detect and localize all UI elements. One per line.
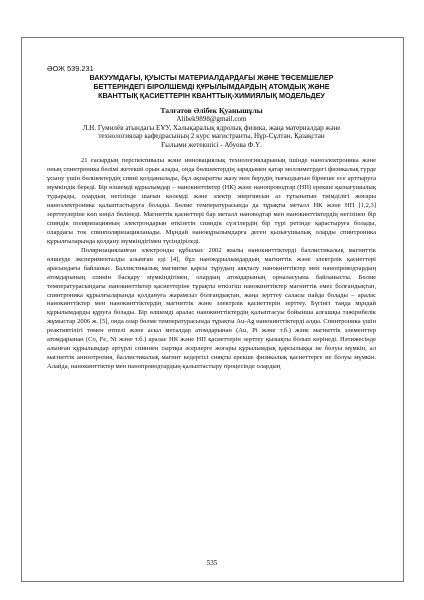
author-email: Alibek9898@gmail.com <box>176 114 247 123</box>
author-name: Талғатов Әлібек Қуанышұлы <box>160 105 263 115</box>
udk-code: ӘОЖ 539.231 <box>47 64 94 73</box>
paper-page <box>47 64 376 372</box>
supervisor-line: Ғылыми жетекшісі - Абуова Ф.Ү. <box>161 141 262 150</box>
title-line: КВАНТТЫҚ ҚАСИЕТТЕРІН КВАНТТЫҚ-ХИМИЯЛЫҚ МОДЕЛЬДЕУ <box>98 91 325 101</box>
paragraph: 21 ғасырдың перспективалы және инновациялық технологияларының ішінде наноэлектроника және оның спинтроника бөлімі жетекші орын алады, онда бөлшектердің зарядымен қатар моллиметрдегі физикалық түрде ұсыну үшін бөлшектердің спині қолданылады, бұл ақпаратты жазу мен берудің тығыздығын бірнеше есе арттыруға мүмкіндік береді. Бір өлшемді құрылымдар – нанокинттіктер (НК) және нанопроводтар (НП) ерекше қызығушылық тудырады, олардың негізінде шағын көлемді және электр энергиясын аз тұтынатын тиімділігі жоғары наноэлектроника қалыптастыруға болады. Бөлме температурасында да тұрақты металл НК және НП [1,2,3] зерттеулеріне көп көңіл бөлінеді. Магниттік қасиеттері бар металл нановодтар мен нанокинттіктердің негізінен бір спиндік поляризацияның электрондарын өткізетін спиндік сүзгілердің бір түрі ретінде қарастыруға болады, олардағы ток спинполяризацияланады. Мұндай нанокұрылымдарға деген қызығушылық оларды спинтроника құрылғыларында қолдану мүмкіндігімен түсіндіріледі. <box>47 157 376 245</box>
affiliation-line: технологиялар кафедрасының 2 курс магистранты, Нұр-Сұлтан, Қазақстан <box>98 132 325 141</box>
article-title <box>47 73 376 101</box>
page-number: 535 <box>206 559 218 567</box>
paragraph: Поляризацияланған электронды құбылыс 2002 жылы нанокинттіктерді баллистикалық магниттік өлшеуде эксперименталды алынған еді [4], бұл нанокұрылымдардың магниттік және электрлік қасиеттері арасындағы байланыс. Баллистикалық магнитке қарсы тұрудың аяқталу нанокинттіктер мен нанопроводтардың атомдарының спинін басқару мүмкіндігімен, олардың атомдарының орналасуына байланысты. Бөлме температурасындағы нанокинттіктер қасиеттеріне тұрақты өткізгіш нанокинттіктер магниттік емес болғандықтан, спинтроника құрылғыларында қолдануға жарамсыз болғандықтан, жаңа зерттеу саласы пайда болады – аралас нанокинттіктер мен нанокинттіктердің магниттік және электрлік қасиеттерін зерттеу. Бүгінгі таңда мұндай құрылымдарды құруға болады. Бір өлшемді аралас нанокинттіктердің қалыптасуы бойынша алғашқы тәжірибелік жұмыстар 2006 ж. [5], онда олар бөлме температурасында тұрақты Au-Ag нанокинттіктерді алды. Спинтроника үшін реактивтілігі төмен өтпелі және асыл металдар атомдарынан (Au, Pt және т.б.) және магниттік элементтер атомдарынан (Co, Fe, Ni және т.б.) аралас НК және НП қасиеттерін зерттеу қызықты болып көрінеді. Нәтижесінде алынған құрылымдар әртүрлі спиннен сыртқы әсерлерге жоғары құрылымдық қарсылыққа ие болуы мүмкін, ал магниттік анизотропия, баллистикалық магнит кедергісі сияқты ерекше физикалық қасиеттерге ие болуы мүмкін. Алайда, нанокинттіктер мен нанопроводтардың қалыптастыру процесінде олардың <box>47 246 376 371</box>
affiliation-block <box>47 115 376 151</box>
title-line: БЕТТЕРІНДЕГІ БІРОЛШЕМДІ ҚҰРЫЛЫМДАРДЫҢ АТОМДЫҚ ЖӘНЕ <box>93 82 330 92</box>
title-line: ВАКУУМДАҒЫ, ҚУЫСТЫ МАТЕРИАЛДАРДАҒЫ ЖӘНЕ ТӨСЕМШЕЛЕР <box>89 73 334 82</box>
affiliation-line: Л.Н. Гумилёв атындағы ЕҰУ, Халықаралық ядролық физика, жаңа материалдар және <box>82 123 341 132</box>
body-text <box>47 157 376 372</box>
